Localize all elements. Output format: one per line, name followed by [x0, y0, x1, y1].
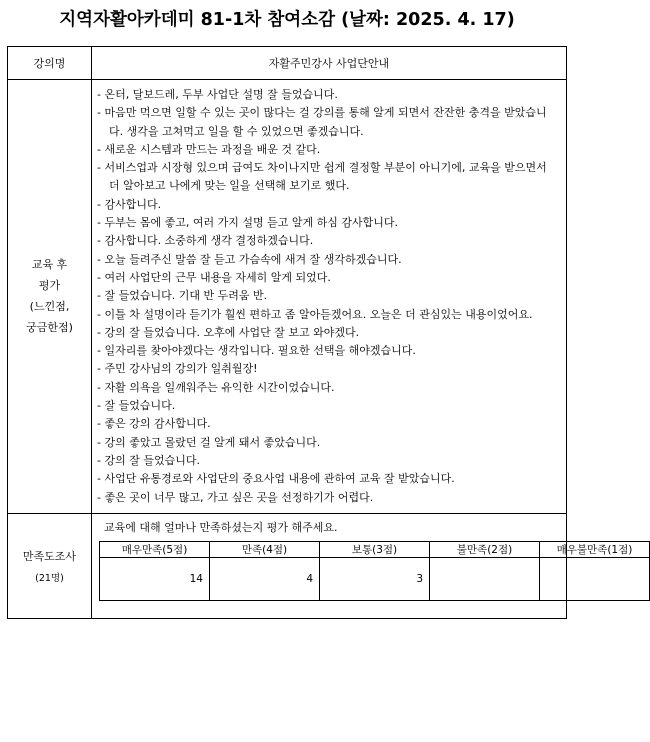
comment-item: - 서비스업과 시장형 있으며 급여도 차이나지만 쉽게 결정할 부분이 아니기에, 교육을 받으면서 더 알아보고 나에게 맞는 일을 선택해 보기로 했다.: [97, 161, 547, 193]
comment-item: - 일자리를 찾아야겠다는 생각입니다. 필요한 선택을 해야겠습니다.: [97, 344, 416, 358]
comment-item: - 좋은 곳이 너무 많고, 가고 싶은 곳을 선정하기가 어렵다.: [97, 490, 374, 504]
comment-item: - 사업단 유통경로와 사업단의 중요사업 내용에 관하여 교육 잘 받았습니다.: [97, 472, 455, 486]
count-very-dissatisfied: [540, 557, 650, 600]
comment-item: - 오늘 들려주신 말씀 잘 듣고 가슴속에 새겨 잘 생각하겠습니다.: [97, 252, 402, 266]
comment-item: - 이틀 차 설명이라 듣기가 훨씬 편하고 좀 알아듣겠어요. 오늘은 더 관심있는 내용이었어요.: [97, 307, 533, 321]
comment-item: - 여러 사업단의 근무 내용을 자세히 알게 되었다.: [97, 270, 331, 284]
satisfaction-header-row: [100, 541, 650, 557]
evaluation-row: [8, 80, 567, 514]
evaluation-label-line: 교육 후: [31, 258, 68, 272]
comment-item: - 좋은 강의 감사합니다.: [97, 417, 211, 431]
evaluation-comments: [92, 80, 567, 514]
comment-item: - 잘 들었습니다.: [97, 399, 176, 413]
comment-item: - 새로운 시스템과 만드는 과정을 배운 것 같다.: [97, 142, 321, 156]
reflection-table: [7, 46, 633, 619]
lecture-label: 강의명: [8, 47, 92, 80]
satisfaction-value-row: [100, 557, 650, 600]
comment-list: [97, 86, 560, 507]
comment-item: - 자활 의욕을 일깨워주는 유익한 시간이었습니다.: [97, 380, 335, 394]
comment-item: - 강의 잘 들었습니다.: [97, 453, 200, 467]
comment-item: - 강의 좋았고 몰랐던 걸 알게 돼서 좋았습니다.: [97, 435, 321, 449]
comment-item: - 주민 강사님의 강의가 일취월장!: [97, 362, 258, 376]
survey-question: 교육에 대해 얼마나 만족하셨는지 평가 해주세요.: [104, 520, 338, 534]
column-very-satisfied: 매우만족(5점): [100, 541, 210, 557]
satisfaction-table: [99, 541, 650, 601]
comment-item: - 감사합니다.: [97, 197, 162, 211]
comment-item: - 감사합니다. 소중하게 생각 결정하겠습니다.: [97, 234, 314, 248]
count-very-satisfied: 14: [100, 557, 210, 600]
comment-item: - 강의 잘 들었습니다. 오후에 사업단 잘 보고 와야겠다.: [97, 325, 360, 339]
survey-content: [92, 513, 633, 618]
lecture-row: [8, 47, 567, 80]
count-neutral: 3: [320, 557, 430, 600]
column-neutral: 보통(3점): [320, 541, 430, 557]
comment-item: - 온터, 달보드레, 두부 사업단 설명 잘 들었습니다.: [97, 88, 338, 101]
count-dissatisfied: [430, 557, 540, 600]
count-satisfied: 4: [210, 557, 320, 600]
comment-item: - 마음만 먹으면 일할 수 있는 곳이 많다는 걸 강의를 통해 알게 되면서 잔잔한 충격을 받았습니다. 생각을 고쳐먹고 일을 할 수 있었으면 좋겠습니다.: [97, 106, 547, 138]
survey-row: [8, 513, 567, 618]
evaluation-label-line: 궁금한점): [26, 321, 73, 335]
column-very-dissatisfied: 매우불만족(1점): [540, 541, 650, 557]
evaluation-label: [8, 80, 92, 514]
evaluation-label-line: 평가: [38, 279, 61, 293]
page-title: 지역자활아카데미 81-1차 참여소감 (날짜: 2025. 4. 17): [59, 10, 515, 30]
survey-label-cell: [8, 513, 92, 618]
column-satisfied: 만족(4점): [210, 541, 320, 557]
comment-item: - 두부는 몸에 좋고, 여러 가지 설명 듣고 알게 하심 감사합니다.: [97, 216, 398, 230]
respondent-count: (21명): [35, 572, 64, 584]
column-dissatisfied: 불만족(2점): [430, 541, 540, 557]
comment-item: - 잘 들었습니다. 기대 반 두려움 반.: [97, 289, 268, 303]
lecture-title: 자활주민강사 사업단안내: [92, 47, 567, 80]
survey-label: 만족도조사: [22, 549, 77, 563]
evaluation-label-line: (느낀점,: [29, 300, 70, 314]
